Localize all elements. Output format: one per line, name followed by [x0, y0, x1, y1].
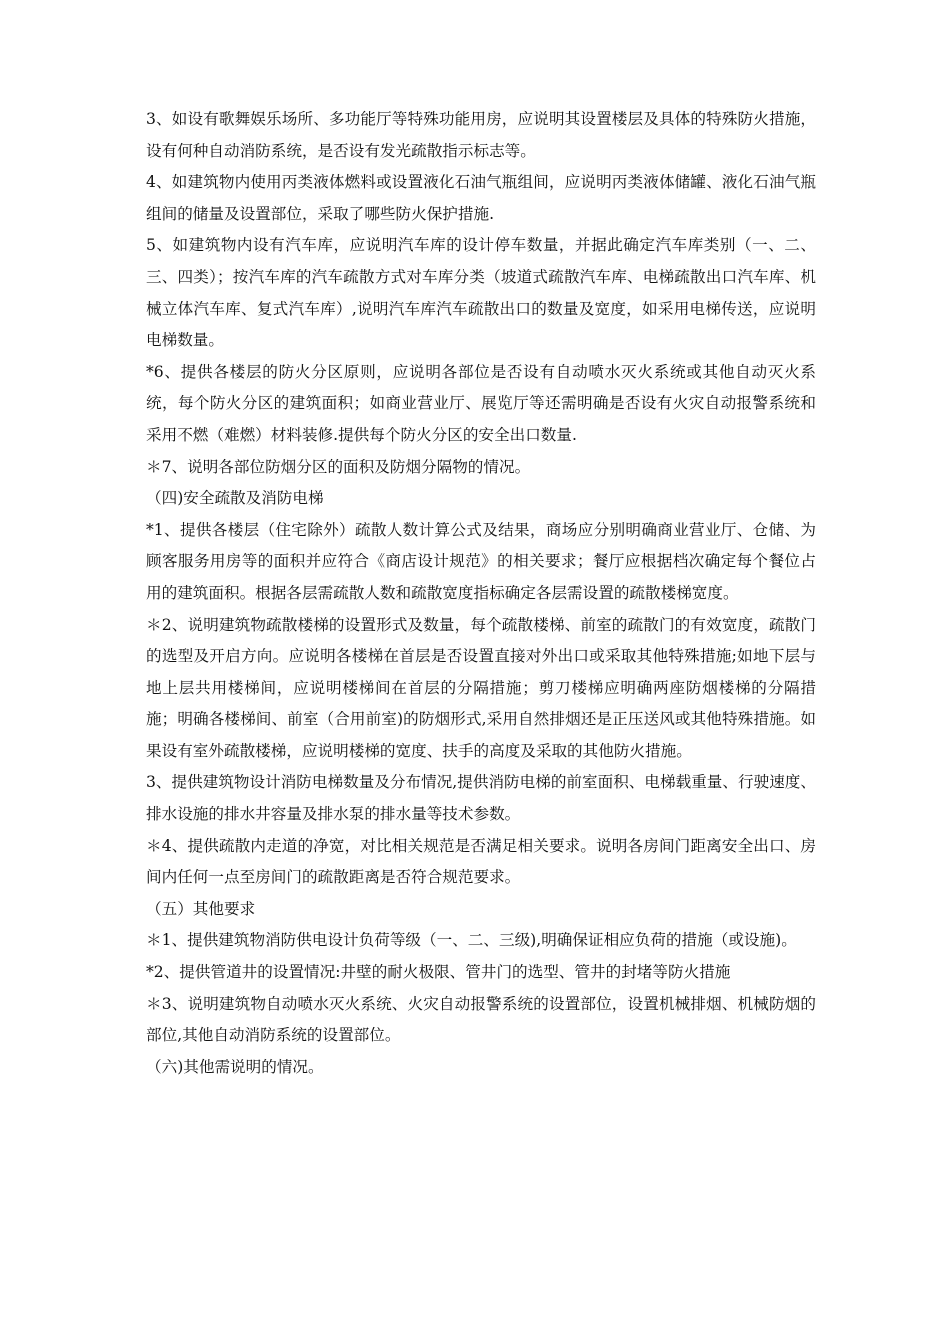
section-heading-evacuation: （四)安全疏散及消防电梯: [146, 489, 324, 508]
paragraph-evac-item-2-stairs: ＊2、说明建筑物疏散楼梯的设置形式及数量，每个疏散楼梯、前室的疏散门的有效宽度，疏散门的选型及开启方向。应说明各楼梯在首层是否设置直接对外出口或采取其他特殊措施;如地下层与地上层共用楼梯间，应说明楼梯间在首层的分隔措施；剪刀楼梯应明确两座防烟楼梯的分隔措施；明确各楼梯间、前室（合用前室)的防烟形式,采用自然排烟还是正压送风或其他特殊措施。如果设有室外疏散楼梯，应说明楼梯的宽度、扶手的高度及采取的其他防火措施。: [146, 615, 816, 760]
document-body: [146, 104, 816, 1083]
paragraph-item-6-fire-compartment: *6、提供各楼层的防火分区原则，应说明各部位是否设有自动喷水灭火系统或其他自动灭火系统，每个防火分区的建筑面积；如商业营业厅、展览厅等还需明确是否设有火灾自动报警系统和采用不燃（难燃）材料装修.提供每个防火分区的安全出口数量.: [146, 362, 816, 444]
paragraph-item-4-liquid-fuel: 4、如建筑物内使用丙类液体燃料或设置液化石油气瓶组间，应说明丙类液体储罐、液化石油气瓶组间的储量及设置部位，采取了哪些防火保护措施.: [146, 173, 816, 223]
paragraph-evac-item-1-occupants: *1、提供各楼层（住宅除外）疏散人数计算公式及结果，商场应分别明确商业营业厅、仓储、为顾客服务用房等的面积并应符合《商店设计规范》的相关要求；餐厅应根据档次确定每个餐位占用的建筑面积。根据各层需疏散人数和疏散宽度指标确定各层需设置的疏散楼梯宽度。: [146, 520, 816, 602]
paragraph-item-7-smoke-zone: ＊7、说明各部位防烟分区的面积及防烟分隔物的情况。: [146, 457, 531, 476]
section-heading-other-notes: （六)其他需说明的情况。: [146, 1057, 324, 1076]
paragraph-other-item-1-power: ＊1、提供建筑物消防供电设计负荷等级（一、二、三级),明确保证相应负荷的措施（或设施)。: [146, 931, 797, 950]
paragraph-item-3-special-rooms: 3、如设有歌舞娱乐场所、多功能厅等特殊功能用房，应说明其设置楼层及具体的特殊防火措施，设有何种自动消防系统，是否设有发光疏散指示标志等。: [146, 110, 816, 160]
paragraph-other-item-2-shafts: *2、提供管道井的设置情况:井壁的耐火极限、管井门的选型、管井的封堵等防火措施: [146, 963, 731, 982]
paragraph-other-item-3-systems: ＊3、说明建筑物自动喷水灭火系统、火灾自动报警系统的设置部位，设置机械排烟、机械防烟的部位,其他自动消防系统的设置部位。: [146, 994, 816, 1045]
section-heading-other-requirements: （五）其他要求: [146, 899, 256, 918]
paragraph-item-5-garage: 5、如建筑物内设有汽车库，应说明汽车库的设计停车数量，并据此确定汽车库类别（一、二、三、四类）；按汽车库的汽车疏散方式对车库分类（坡道式疏散汽车库、电梯疏散出口汽车库、机械立体汽车库、复式汽车库）,说明汽车库汽车疏散出口的数量及宽度，如采用电梯传送，应说明电梯数量。: [146, 236, 816, 350]
paragraph-evac-item-3-fire-elevator: 3、提供建筑物设计消防电梯数量及分布情况,提供消防电梯的前室面积、电梯载重量、行驶速度、排水设施的排水井容量及排水泵的排水量等技术参数。: [146, 773, 816, 824]
paragraph-evac-item-4-corridor: ＊4、提供疏散内走道的净宽，对比相关规范是否满足相关要求。说明各房间门距离安全出口、房间内任何一点至房间门的疏散距离是否符合规范要求。: [146, 836, 816, 887]
